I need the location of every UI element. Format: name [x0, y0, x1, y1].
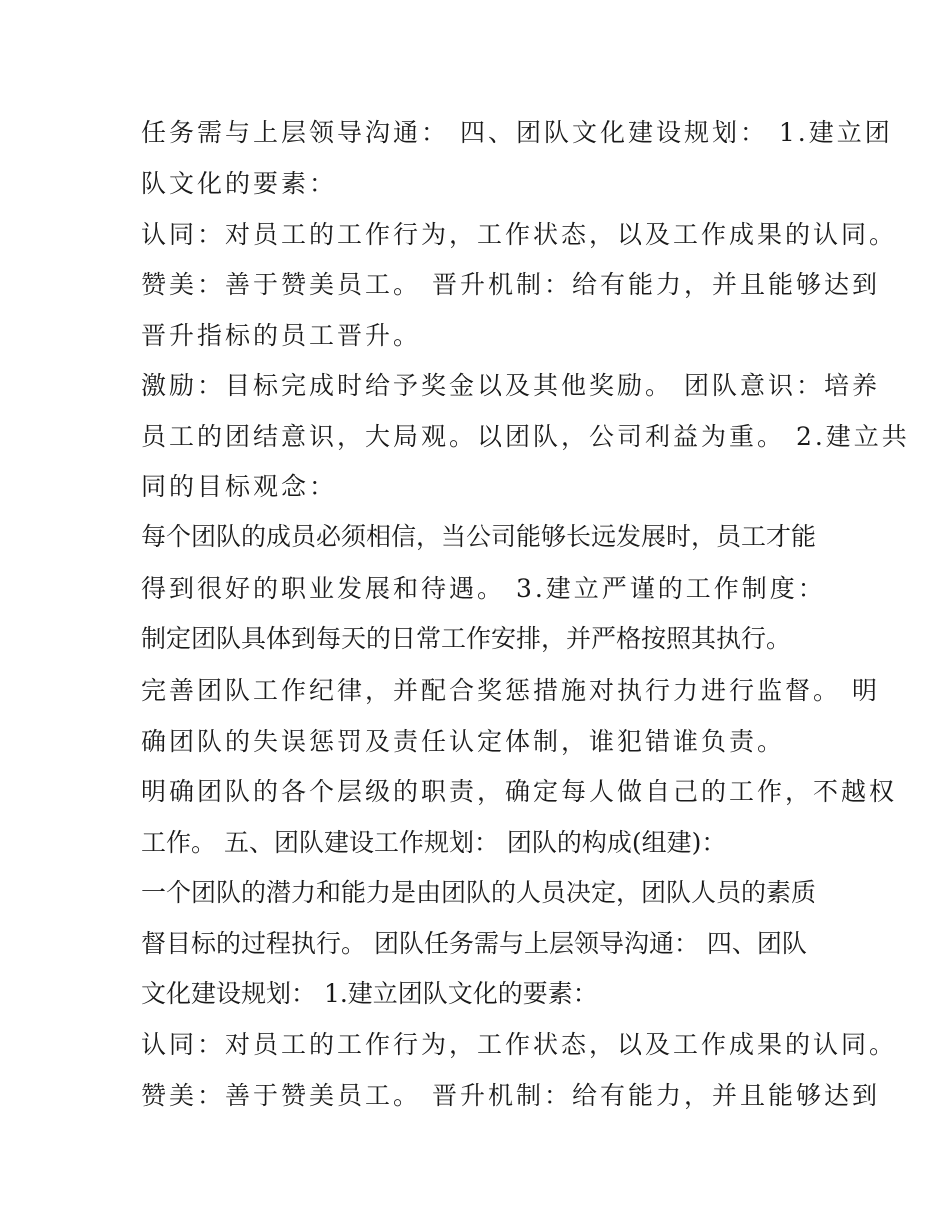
text-line-12: 完善团队工作纪律，并配合奖惩措施对执行力进行监督。 明 [141, 676, 880, 705]
text-line-11: 制定团队具体到每天的日常工作安排，并严格按照其执行。 [141, 624, 792, 653]
text-line-13: 确团队的失误惩罚及责任认定体制，谁犯错谁负责。 [141, 727, 786, 756]
text-line-19: 认同：对员工的工作行为，工作状态，以及工作成果的认同。 [141, 1030, 898, 1059]
text-line-7: 员工的团结意识，大局观。以团队，公司利益为重。 2.建立共 [141, 422, 910, 451]
text-line-10: 得到很好的职业发展和待遇。 3.建立严谨的工作制度： [141, 574, 826, 603]
text-line-5: 晋升指标的员工晋升。 [141, 321, 422, 350]
text-line-8: 同的目标观念： [141, 472, 338, 501]
text-line-16: 一个团队的潜力和能力是由团队的人员决定，团队人员的素质 [141, 878, 817, 907]
text-line-9: 每个团队的成员必须相信，当公司能够长远发展时，员工才能 [141, 522, 817, 551]
text-line-6: 激励：目标完成时给予奖金以及其他奖励。 团队意识：培养 [141, 371, 880, 400]
text-line-14: 明确团队的各个层级的职责，确定每人做自己的工作，不越权 [141, 777, 898, 806]
text-line-17: 督目标的过程执行。 团队任务需与上层领导沟通： 四、团队 [141, 929, 807, 958]
text-line-18: 文化建设规划： 1.建立团队文化的要素： [141, 979, 598, 1008]
text-line-15: 工作。 五、团队建设工作规划： 团队的构成(组建)： [141, 828, 727, 857]
text-line-2: 队文化的要素： [141, 169, 338, 198]
text-line-20: 赞美：善于赞美员工。 晋升机制：给有能力，并且能够达到 [141, 1081, 880, 1110]
text-line-3: 认同：对员工的工作行为，工作状态，以及工作成果的认同。 [141, 220, 898, 249]
text-line-4: 赞美：善于赞美员工。 晋升机制：给有能力，并且能够达到 [141, 270, 880, 299]
text-line-1: 任务需与上层领导沟通： 四、团队文化建设规划： 1.建立团 [141, 118, 893, 147]
